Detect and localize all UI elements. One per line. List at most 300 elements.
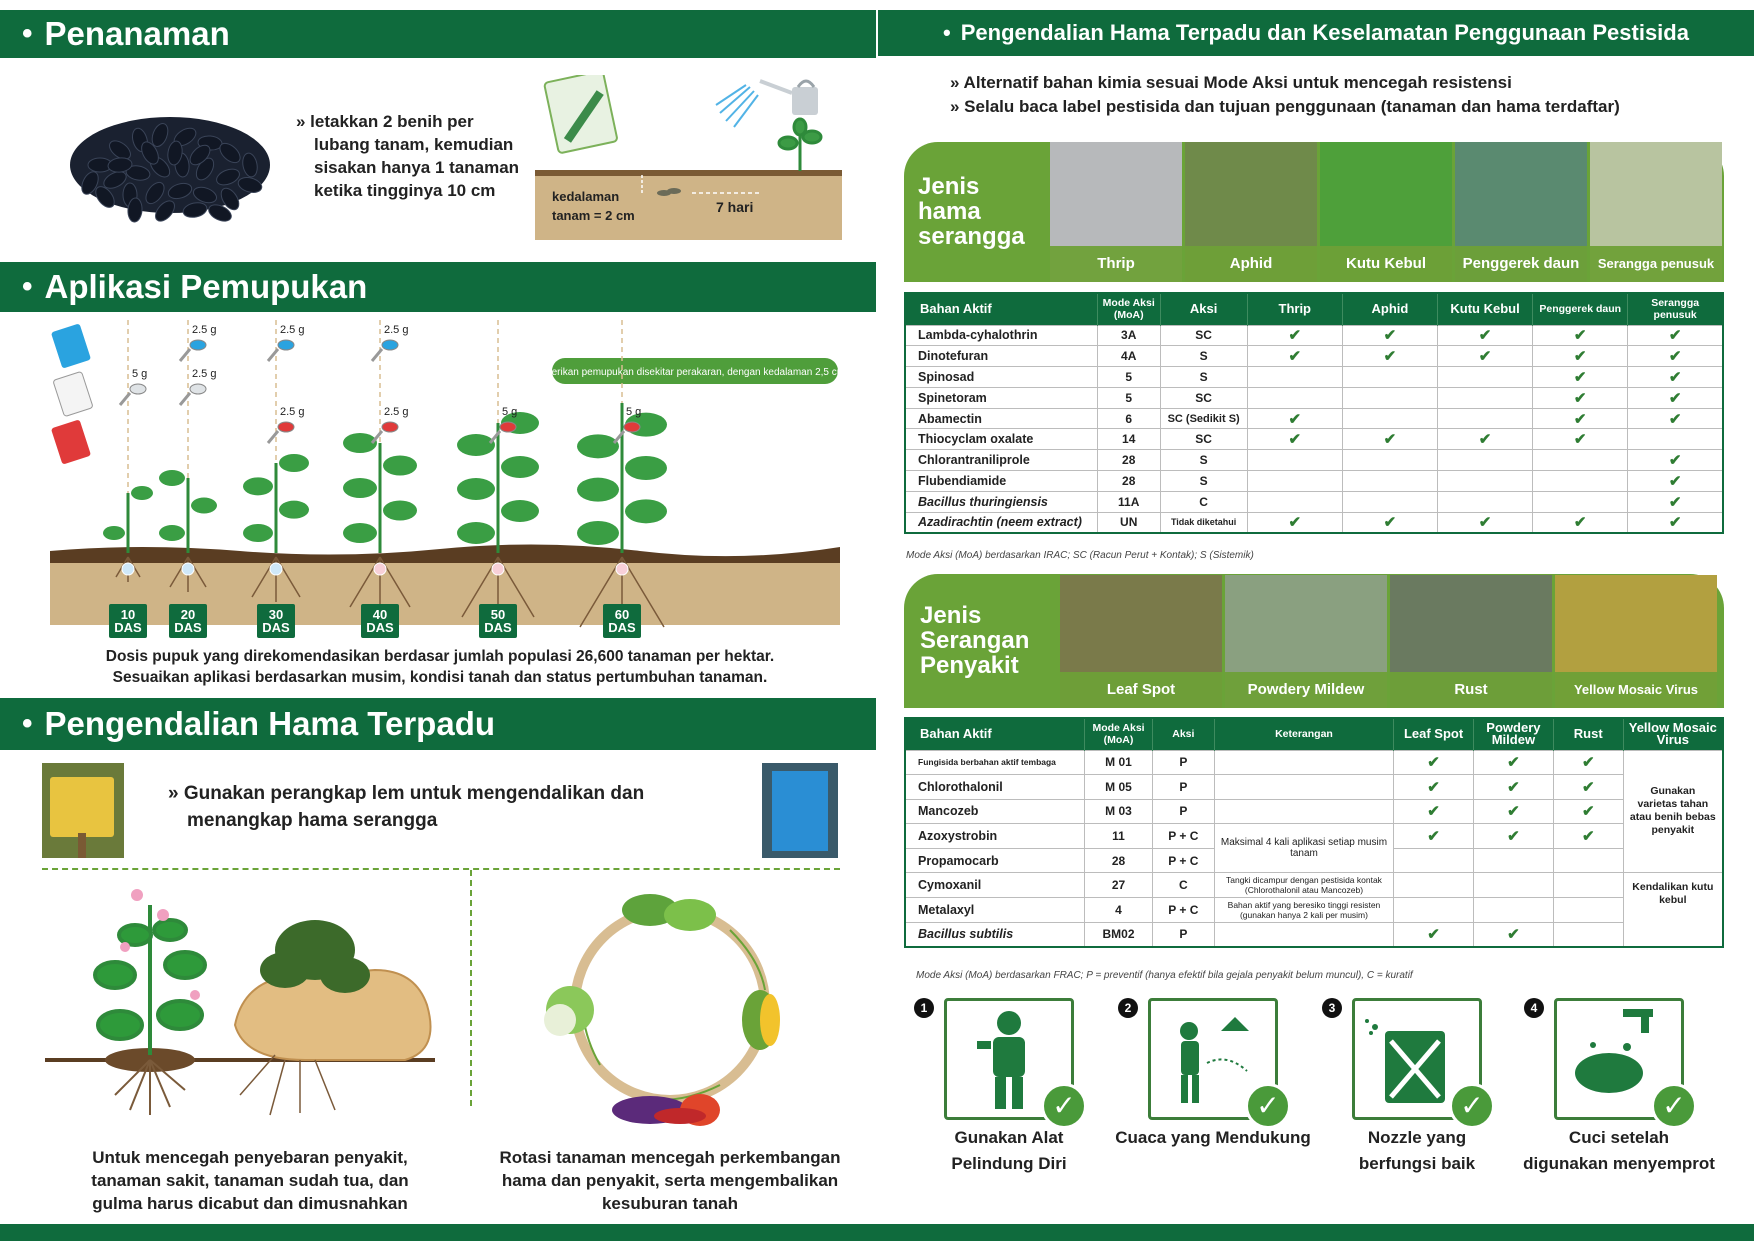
table-row xyxy=(905,450,1723,471)
dose-label: 2.5 g xyxy=(280,406,305,418)
table-row xyxy=(905,512,1723,533)
active-ingredient: Propamocarb xyxy=(905,848,1085,873)
moa-cell: 6 xyxy=(1097,408,1160,429)
notes-cell: Tangki dicampur dengan pestisida kontak (Chlorothalonil atau Mancozeb) xyxy=(1214,873,1393,898)
pest-photo-caption: Leaf Spot xyxy=(1060,672,1222,708)
action-cell: P + C xyxy=(1152,898,1214,923)
moa-cell: UN xyxy=(1097,512,1160,533)
check-icon: ✔ xyxy=(1581,778,1595,796)
efficacy-cell xyxy=(1342,408,1437,429)
heading-line: Jenis xyxy=(918,173,980,200)
efficacy-cell xyxy=(1533,471,1628,492)
efficacy-cell xyxy=(1628,512,1723,533)
action-cell: SC xyxy=(1160,325,1247,346)
measuring-spoon xyxy=(382,422,398,432)
pest-photo xyxy=(1390,575,1552,708)
action-cell: P xyxy=(1152,922,1214,947)
efficacy-cell xyxy=(1628,367,1723,388)
table-row xyxy=(905,873,1723,898)
action-cell: S xyxy=(1160,471,1247,492)
disease-heading xyxy=(920,603,1029,678)
check-icon: ✔ xyxy=(1507,828,1520,846)
table-row xyxy=(905,471,1723,492)
pest-photo-caption: Yellow Mosaic Virus xyxy=(1555,672,1717,708)
plant-leaf xyxy=(131,486,153,500)
column-header: Mode Aksi (MoA) xyxy=(1097,293,1160,325)
table-row xyxy=(905,491,1723,512)
section-title: Pengendalian Hama Terpadu xyxy=(44,705,496,742)
efficacy-cell xyxy=(1553,750,1623,775)
check-icon: ✔ xyxy=(1288,327,1302,345)
caption-line: gulma harus dicabut dan dimusnahkan xyxy=(92,1194,408,1213)
dose-label: 2.5 g xyxy=(192,368,217,380)
das-badge xyxy=(109,604,147,638)
efficacy-cell xyxy=(1473,873,1553,898)
active-ingredient: Dinotefuran xyxy=(905,346,1097,367)
measuring-spoon xyxy=(190,340,206,350)
efficacy-cell xyxy=(1628,491,1723,512)
efficacy-cell xyxy=(1247,471,1342,492)
fertilizer-note: Berikan pemupukan disekitar perakaran, dengan kedalaman 2,5 cm xyxy=(544,367,846,378)
safety-label-line: Nozzle yang xyxy=(1367,1128,1467,1147)
moa-cell: M 01 xyxy=(1085,750,1153,775)
heading-line: Serangan xyxy=(920,627,1030,654)
pest-photo-caption: Kutu Kebul xyxy=(1320,246,1452,282)
efficacy-cell xyxy=(1628,450,1723,471)
column-header: Aphid xyxy=(1342,293,1437,325)
check-icon: ✔ xyxy=(1668,389,1682,407)
approved-check-icon: ✓ xyxy=(1041,1083,1087,1129)
efficacy-cell xyxy=(1628,346,1723,367)
efficacy-cell xyxy=(1533,387,1628,408)
check-icon: ✔ xyxy=(1478,327,1492,345)
action-cell: C xyxy=(1152,873,1214,898)
efficacy-cell xyxy=(1437,450,1532,471)
active-ingredient: Mancozeb xyxy=(905,799,1085,824)
table-row xyxy=(905,922,1723,947)
action-cell: P xyxy=(1152,799,1214,824)
caption-line: kesuburan tanah xyxy=(601,1194,739,1213)
measuring-spoon xyxy=(500,422,516,432)
column-header: Powdery Mildew xyxy=(1473,718,1553,750)
table-row xyxy=(905,775,1723,800)
action-cell: SC xyxy=(1160,387,1247,408)
action-cell: C xyxy=(1160,491,1247,512)
instruction-line: sisakan hanya 1 tanaman xyxy=(314,158,520,177)
efficacy-cell xyxy=(1437,491,1532,512)
efficacy-cell xyxy=(1247,512,1342,533)
efficacy-cell xyxy=(1437,387,1532,408)
caption-line: tanaman sakit, tanaman sudah tua, dan xyxy=(91,1171,409,1190)
efficacy-cell xyxy=(1437,408,1532,429)
efficacy-cell xyxy=(1247,491,1342,512)
section-title: Penanaman xyxy=(44,15,230,52)
check-icon: ✔ xyxy=(1668,410,1682,428)
check-icon: ✔ xyxy=(1288,410,1302,428)
moa-cell: 11A xyxy=(1097,491,1160,512)
check-icon: ✔ xyxy=(1573,368,1587,386)
efficacy-cell xyxy=(1247,408,1342,429)
instruction-line: ketika tingginya 10 cm xyxy=(314,181,496,200)
insect-heading xyxy=(918,174,1025,249)
action-cell: P + C xyxy=(1152,824,1214,849)
disease-table-footnote: Mode Aksi (MoA) berdasarkan FRAC; P = preventif (hanya efektif bila gejala penyakit belum muncul), C = kuratif xyxy=(916,970,1413,981)
efficacy-cell xyxy=(1473,898,1553,923)
pest-photo xyxy=(1050,142,1182,282)
fertilizer-placement-dot xyxy=(122,563,134,575)
check-icon: ✔ xyxy=(1581,803,1595,821)
efficacy-cell xyxy=(1342,367,1437,388)
check-icon: ✔ xyxy=(1668,452,1682,470)
plant-leaf xyxy=(501,456,539,478)
action-cell: S xyxy=(1160,346,1247,367)
dose-label: 2.5 g xyxy=(280,324,305,336)
check-icon: ✔ xyxy=(1383,327,1397,345)
safety-label-line: Gunakan Alat xyxy=(954,1128,1064,1147)
efficacy-cell xyxy=(1628,429,1723,450)
bullet-dot: • xyxy=(22,270,33,303)
fertilizer-footnote xyxy=(60,646,820,688)
efficacy-cell xyxy=(1247,387,1342,408)
heading-line: serangga xyxy=(918,223,1025,250)
plant-leaf xyxy=(243,477,273,495)
measuring-spoon xyxy=(130,384,146,394)
das-number: 30 xyxy=(268,607,284,622)
moa-cell: 4 xyxy=(1085,898,1153,923)
action-cell: S xyxy=(1160,367,1247,388)
active-ingredient: Spinosad xyxy=(905,367,1097,388)
table-row xyxy=(905,325,1723,346)
active-ingredient: Bacillus thuringiensis xyxy=(905,491,1097,512)
plant-leaf xyxy=(279,454,309,472)
active-ingredient: Azoxystrobin xyxy=(905,824,1085,849)
table-row xyxy=(905,429,1723,450)
table-row xyxy=(905,799,1723,824)
heading-line: Jenis xyxy=(920,602,982,629)
heading-line: hama xyxy=(918,198,981,225)
das-badge xyxy=(257,604,295,638)
check-icon: ✔ xyxy=(1427,803,1440,821)
pest-photo xyxy=(1590,142,1722,282)
efficacy-cell xyxy=(1437,471,1532,492)
action-cell: Tidak diketahui xyxy=(1160,512,1247,533)
trap-line: menangkap hama serangga xyxy=(187,810,438,831)
planting-instructions xyxy=(296,110,526,202)
efficacy-cell xyxy=(1533,408,1628,429)
das-badge xyxy=(169,604,207,638)
action-cell: P + C xyxy=(1152,848,1214,873)
approved-check-icon: ✓ xyxy=(1449,1083,1495,1129)
safety-label-line: Cuaca yang Mendukung xyxy=(1115,1128,1311,1147)
das-unit: DAS xyxy=(608,620,636,635)
active-ingredient: Spinetoram xyxy=(905,387,1097,408)
check-icon: ✔ xyxy=(1478,514,1492,532)
fertilizer-placement-dot xyxy=(270,563,282,575)
check-icon: ✔ xyxy=(1581,754,1595,772)
efficacy-cell xyxy=(1473,775,1553,800)
moa-cell: 28 xyxy=(1085,848,1153,873)
column-header: Leaf Spot xyxy=(1394,718,1474,750)
pest-photo xyxy=(1225,575,1387,708)
efficacy-cell xyxy=(1437,325,1532,346)
das-unit: DAS xyxy=(366,620,394,635)
active-ingredient: Bacillus subtilis xyxy=(905,922,1085,947)
safety-label-line: Cuci setelah xyxy=(1568,1128,1670,1147)
moa-cell: 4A xyxy=(1097,346,1160,367)
efficacy-cell xyxy=(1628,325,1723,346)
table-row xyxy=(905,750,1723,775)
active-ingredient: Abamectin xyxy=(905,408,1097,429)
insect-table-footnote: Mode Aksi (MoA) berdasarkan IRAC; SC (Racun Perut + Kontak); S (Sistemik) xyxy=(906,550,1254,561)
check-icon: ✔ xyxy=(1507,754,1520,772)
efficacy-cell xyxy=(1342,429,1437,450)
measuring-spoon xyxy=(624,422,640,432)
ymv-note: Kendalikan kutu kebul xyxy=(1623,873,1723,947)
efficacy-cell xyxy=(1533,491,1628,512)
column-header: Serangga penusuk xyxy=(1628,293,1723,325)
bullet-dot: • xyxy=(943,20,951,45)
efficacy-cell xyxy=(1342,450,1437,471)
table-row xyxy=(905,824,1723,849)
plant-leaf xyxy=(501,500,539,522)
plant-leaf xyxy=(577,521,619,545)
plant-leaf xyxy=(383,501,417,521)
check-icon: ✔ xyxy=(1427,828,1440,846)
dose-label: 2.5 g xyxy=(384,406,409,418)
planting-depth-diagram xyxy=(530,75,850,245)
pestisida-bullets xyxy=(950,71,1730,119)
plant-leaf xyxy=(191,498,217,514)
action-cell: S xyxy=(1160,450,1247,471)
das-badge xyxy=(361,604,399,638)
pest-photo-caption: Thrip xyxy=(1050,246,1182,282)
fertilizer-placement-dot xyxy=(492,563,504,575)
footnote-line: Sesuaikan aplikasi berdasarkan musim, kondisi tanah dan status pertumbuhan tanaman. xyxy=(112,669,768,686)
measuring-spoon xyxy=(190,384,206,394)
check-icon: ✔ xyxy=(1288,431,1302,449)
das-number: 40 xyxy=(372,607,388,622)
check-icon: ✔ xyxy=(1507,926,1520,944)
plant-leaf xyxy=(457,478,495,500)
active-ingredient: Chlorothalonil xyxy=(905,775,1085,800)
efficacy-cell xyxy=(1533,325,1628,346)
efficacy-cell xyxy=(1342,471,1437,492)
efficacy-cell xyxy=(1394,922,1474,947)
column-header: Yellow Mosaic Virus xyxy=(1623,718,1723,750)
check-icon: ✔ xyxy=(1668,327,1682,345)
pest-photo xyxy=(1060,575,1222,708)
efficacy-cell xyxy=(1342,512,1437,533)
section-banner-pestisida xyxy=(878,10,1754,56)
efficacy-cell xyxy=(1247,450,1342,471)
active-ingredient: Cymoxanil xyxy=(905,873,1085,898)
check-icon: ✔ xyxy=(1288,348,1302,366)
blue-sticky-trap-image xyxy=(762,763,838,858)
step-number: 4 xyxy=(1524,998,1544,1018)
column-header: Aksi xyxy=(1160,293,1247,325)
efficacy-cell xyxy=(1394,873,1474,898)
fertilizer-placement-dot xyxy=(182,563,194,575)
efficacy-cell xyxy=(1437,346,1532,367)
dose-label: 5 g xyxy=(626,406,642,418)
efficacy-cell xyxy=(1553,799,1623,824)
moa-cell: M 05 xyxy=(1085,775,1153,800)
safety-label-line: berfungsi baik xyxy=(1358,1154,1476,1173)
notes-cell xyxy=(1214,799,1393,824)
instruction-line: » letakkan 2 benih per xyxy=(296,112,474,131)
das-unit: DAS xyxy=(484,620,512,635)
rotation-caption xyxy=(480,1146,860,1215)
check-icon: ✔ xyxy=(1478,431,1492,449)
moa-cell: M 03 xyxy=(1085,799,1153,824)
check-icon: ✔ xyxy=(1507,778,1520,796)
efficacy-cell xyxy=(1533,429,1628,450)
efficacy-cell xyxy=(1553,898,1623,923)
check-icon: ✔ xyxy=(1383,431,1397,449)
dose-label: 2.5 g xyxy=(192,324,217,336)
action-cell: SC xyxy=(1160,429,1247,450)
section-banner-pht xyxy=(0,698,876,750)
approved-check-icon: ✓ xyxy=(1651,1083,1697,1129)
check-icon: ✔ xyxy=(1668,514,1682,532)
check-icon: ✔ xyxy=(1507,803,1520,821)
check-icon: ✔ xyxy=(1573,389,1587,407)
depth-label: kedalaman xyxy=(552,189,620,204)
pest-photo xyxy=(1555,575,1717,708)
check-icon: ✔ xyxy=(1383,348,1397,366)
check-icon: ✔ xyxy=(1383,514,1397,532)
das-badge xyxy=(603,604,641,638)
efficacy-cell xyxy=(1437,367,1532,388)
check-icon: ✔ xyxy=(1573,431,1587,449)
efficacy-cell xyxy=(1553,848,1623,873)
active-ingredient: Thiocyclam oxalate xyxy=(905,429,1097,450)
table-row xyxy=(905,367,1723,388)
check-icon: ✔ xyxy=(1668,348,1682,366)
dose-label: 2.5 g xyxy=(384,324,409,336)
das-number: 60 xyxy=(614,607,630,622)
action-cell: P xyxy=(1152,775,1214,800)
column-header: Mode Aksi (MoA) xyxy=(1085,718,1153,750)
efficacy-cell xyxy=(1247,325,1342,346)
caption-line: hama dan penyakit, serta mengembalikan xyxy=(501,1171,839,1190)
table-row xyxy=(905,408,1723,429)
column-header: Kutu Kebul xyxy=(1437,293,1532,325)
check-icon: ✔ xyxy=(1668,472,1682,490)
efficacy-cell xyxy=(1247,429,1342,450)
moa-cell: 27 xyxy=(1085,873,1153,898)
check-icon: ✔ xyxy=(1573,348,1587,366)
column-header: Keterangan xyxy=(1214,718,1393,750)
efficacy-cell xyxy=(1533,450,1628,471)
efficacy-cell xyxy=(1394,750,1474,775)
moa-cell: 28 xyxy=(1097,471,1160,492)
footnote-line: Dosis pupuk yang direkomendasikan berdasar jumlah populasi 26,600 tanaman per hektar. xyxy=(105,648,775,665)
moa-cell: 5 xyxy=(1097,387,1160,408)
measuring-spoon xyxy=(382,340,398,350)
efficacy-cell xyxy=(1473,848,1553,873)
efficacy-cell xyxy=(1342,387,1437,408)
das-unit: DAS xyxy=(174,620,202,635)
das-badge xyxy=(479,604,517,638)
safety-label xyxy=(1494,1125,1744,1177)
table-row xyxy=(905,898,1723,923)
section-banner-pemupukan xyxy=(0,262,876,312)
efficacy-cell xyxy=(1628,387,1723,408)
active-ingredient: Fungisida berbahan aktif tembaga xyxy=(905,750,1085,775)
bullet-line: » Selalu baca label pestisida dan tujuan penggunaan (tanaman dan hama terdaftar) xyxy=(950,97,1620,116)
plant-leaf xyxy=(343,433,377,453)
check-icon: ✔ xyxy=(1668,493,1682,511)
efficacy-cell xyxy=(1473,799,1553,824)
efficacy-cell xyxy=(1553,873,1623,898)
pest-photo xyxy=(1455,142,1587,282)
notes-cell xyxy=(1214,922,1393,947)
safety-label-line: digunakan menyemprot xyxy=(1523,1154,1715,1173)
bullet-line: » Alternatif bahan kimia sesuai Mode Aksi untuk mencegah resistensi xyxy=(950,73,1512,92)
das-unit: DAS xyxy=(262,620,290,635)
pest-photo-caption: Rust xyxy=(1390,672,1552,708)
step-number: 3 xyxy=(1322,998,1342,1018)
efficacy-cell xyxy=(1394,848,1474,873)
das-number: 50 xyxy=(490,607,506,622)
depth-label: tanam = 2 cm xyxy=(552,208,635,223)
pest-photo xyxy=(1185,142,1317,282)
efficacy-cell xyxy=(1394,898,1474,923)
plant-leaf xyxy=(457,434,495,456)
das-unit: DAS xyxy=(114,620,142,635)
step-number: 1 xyxy=(914,998,934,1018)
efficacy-cell xyxy=(1437,512,1532,533)
notes-cell: Maksimal 4 kali aplikasi setiap musim tanam xyxy=(1214,824,1393,873)
active-ingredient: Flubendiamide xyxy=(905,471,1097,492)
measuring-spoon xyxy=(278,422,294,432)
check-icon: ✔ xyxy=(1427,926,1440,944)
das-number: 10 xyxy=(120,607,136,622)
efficacy-cell xyxy=(1533,512,1628,533)
pest-photo-caption: Aphid xyxy=(1185,246,1317,282)
efficacy-cell xyxy=(1247,367,1342,388)
pest-photo xyxy=(1320,142,1452,282)
efficacy-cell xyxy=(1533,346,1628,367)
fertilizer-placement-dot xyxy=(374,563,386,575)
days-label: 7 hari xyxy=(716,199,754,215)
uproot-plants-illustration xyxy=(45,875,465,1120)
insect-pesticide-table xyxy=(904,292,1724,534)
active-ingredient: Lambda-cyhalothrin xyxy=(905,325,1097,346)
measuring-spoon xyxy=(278,340,294,350)
table-row xyxy=(905,346,1723,367)
check-icon: ✔ xyxy=(1573,327,1587,345)
efficacy-cell xyxy=(1342,325,1437,346)
plant-leaf xyxy=(159,525,185,541)
plant-leaf xyxy=(383,456,417,476)
efficacy-cell xyxy=(1553,824,1623,849)
active-ingredient: Azadirachtin (neem extract) xyxy=(905,512,1097,533)
moa-cell: 5 xyxy=(1097,367,1160,388)
plant-leaf xyxy=(243,524,273,542)
column-header: Aksi xyxy=(1152,718,1214,750)
active-ingredient: Metalaxyl xyxy=(905,898,1085,923)
plant-leaf xyxy=(343,478,377,498)
efficacy-cell xyxy=(1473,750,1553,775)
fertilizer-placement-dot xyxy=(616,563,628,575)
step-number: 2 xyxy=(1118,998,1138,1018)
crop-rotation-illustration xyxy=(520,880,810,1130)
efficacy-cell xyxy=(1394,799,1474,824)
efficacy-cell xyxy=(1437,429,1532,450)
plant-leaf xyxy=(159,470,185,486)
